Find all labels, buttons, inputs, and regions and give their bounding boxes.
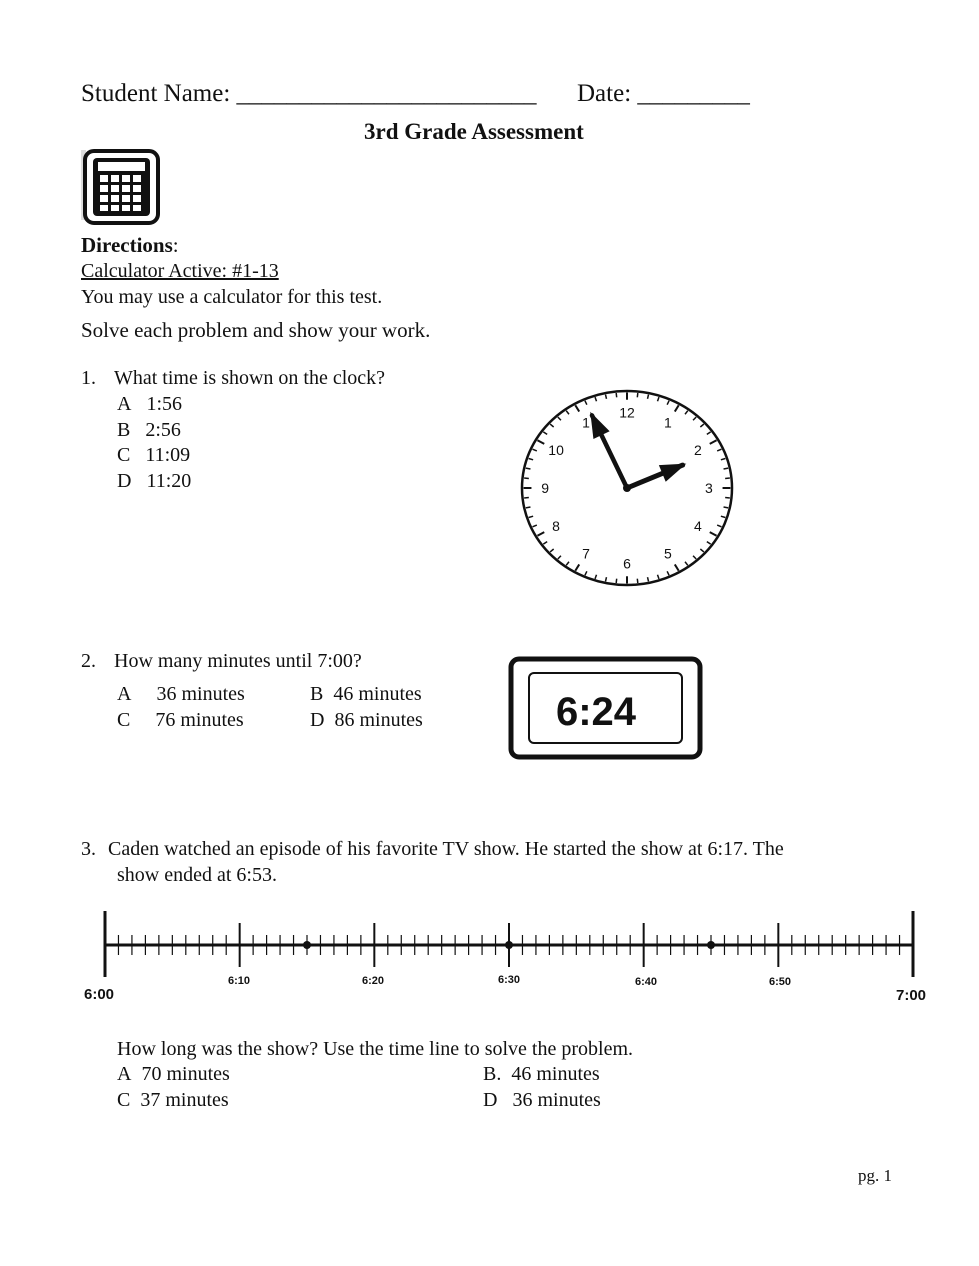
directions-colon: : [172, 233, 179, 257]
q3-choice-c [117, 1089, 229, 1112]
digital-clock-time: 6:24 [555, 690, 637, 734]
choice-letter: B. [483, 1063, 502, 1085]
directions-heading [81, 233, 179, 258]
clock-tick [648, 577, 649, 581]
calculator-icon [80, 148, 162, 226]
clock-number: 7 [582, 545, 590, 562]
clock-number: 9 [541, 480, 549, 496]
timeline-label-6-40: 6:40 [634, 976, 658, 988]
q2-choice-a [117, 683, 245, 706]
question-3-number: 3. [81, 838, 96, 860]
question-3-text-line-2: show ended at 6:53. [117, 864, 277, 886]
choice-letter: C [117, 709, 131, 731]
page-number: pg. 1 [858, 1166, 892, 1185]
choice-letter: B [117, 419, 131, 441]
choice-text: 76 minutes [155, 709, 244, 731]
clock-number: 1 [582, 414, 590, 431]
choice-text: 11:09 [145, 444, 191, 466]
q1-choice-c [117, 444, 190, 467]
clock-tick [605, 395, 606, 399]
clock-number: 2 [694, 442, 702, 459]
question-2-number: 2. [81, 650, 96, 672]
timeline-start-label: 6:00 [83, 986, 115, 1003]
timeline-dot [505, 941, 513, 949]
choice-text: 70 minutes [141, 1063, 230, 1085]
directions-heading-text: Directions [81, 233, 173, 257]
choice-text: 36 minutes [156, 683, 245, 705]
choice-text: 1:56 [146, 393, 183, 415]
clock-center [623, 484, 631, 492]
calculator-active-note: Calculator Active: #1-13 [81, 260, 279, 282]
time-number-line [70, 905, 940, 1010]
timeline-label-6-20: 6:20 [361, 975, 385, 987]
choice-text: 11:20 [146, 470, 192, 492]
q1-choice-a [117, 393, 182, 416]
choice-letter: C [117, 1089, 131, 1111]
clock-tick [648, 395, 649, 399]
question-1-text: What time is shown on the clock? [114, 367, 386, 389]
clock-tick [724, 507, 729, 508]
timeline-label-6-30: 6:30 [497, 974, 521, 986]
choice-letter: D [117, 470, 132, 492]
date-field: Date: _________ [577, 80, 750, 107]
q3-choice-d [483, 1089, 601, 1112]
choice-text: 46 minutes [511, 1063, 600, 1085]
choice-letter: B [310, 683, 324, 705]
choice-letter: A [117, 393, 132, 415]
question-3-text-line-1: Caden watched an episode of his favorite TV show. He started the show at 6:17. The [108, 838, 784, 860]
clock-number: 1 [664, 414, 672, 431]
choice-letter: D [483, 1089, 498, 1111]
choice-letter: A [117, 1063, 132, 1085]
clock-number: 12 [619, 404, 635, 421]
choice-letter: A [117, 683, 132, 705]
digital-clock [508, 656, 703, 760]
directions-line-2: Solve each problem and show your work. [81, 318, 431, 342]
choice-text: 37 minutes [140, 1089, 229, 1111]
choice-text: 46 minutes [333, 683, 422, 705]
timeline-dot [303, 941, 311, 949]
timeline-end-label: 7:00 [895, 987, 927, 1004]
choice-letter: C [117, 444, 131, 466]
clock-number: 6 [623, 555, 631, 572]
clock-tick [526, 468, 531, 469]
q2-choice-c [117, 709, 244, 732]
timeline-label-6-10: 6:10 [227, 975, 251, 987]
clock-tick [526, 507, 531, 508]
question-3-prompt: How long was the show? Use the time line to solve the problem. [117, 1038, 634, 1060]
directions-line-1: You may use a calculator for this test. [81, 286, 383, 308]
q2-choice-b [310, 683, 422, 706]
clock-number: 10 [548, 442, 564, 459]
timeline-label-6-50: 6:50 [768, 976, 792, 988]
choice-letter: D [310, 709, 325, 731]
q1-choice-d [117, 470, 191, 493]
clock-number: 3 [705, 480, 713, 496]
clock-number: 5 [664, 545, 672, 562]
choice-text: 86 minutes [334, 709, 423, 731]
q3-choice-a [117, 1063, 230, 1086]
question-1-number: 1. [81, 367, 96, 389]
page-title: 3rd Grade Assessment [364, 119, 584, 144]
clock-number: 8 [552, 517, 560, 534]
clock-tick [724, 468, 729, 469]
q3-choice-b [483, 1063, 600, 1086]
clock-tick [605, 577, 606, 581]
timeline-dot [707, 941, 715, 949]
clock-number: 4 [694, 517, 702, 534]
q1-choice-b [117, 419, 181, 442]
choice-text: 2:56 [145, 419, 181, 441]
choice-text: 36 minutes [512, 1089, 601, 1111]
student-name-field: Student Name: ________________________ [81, 80, 537, 107]
question-2-text: How many minutes until 7:00? [114, 650, 362, 672]
q2-choice-d [310, 709, 423, 732]
analog-clock [515, 382, 745, 594]
